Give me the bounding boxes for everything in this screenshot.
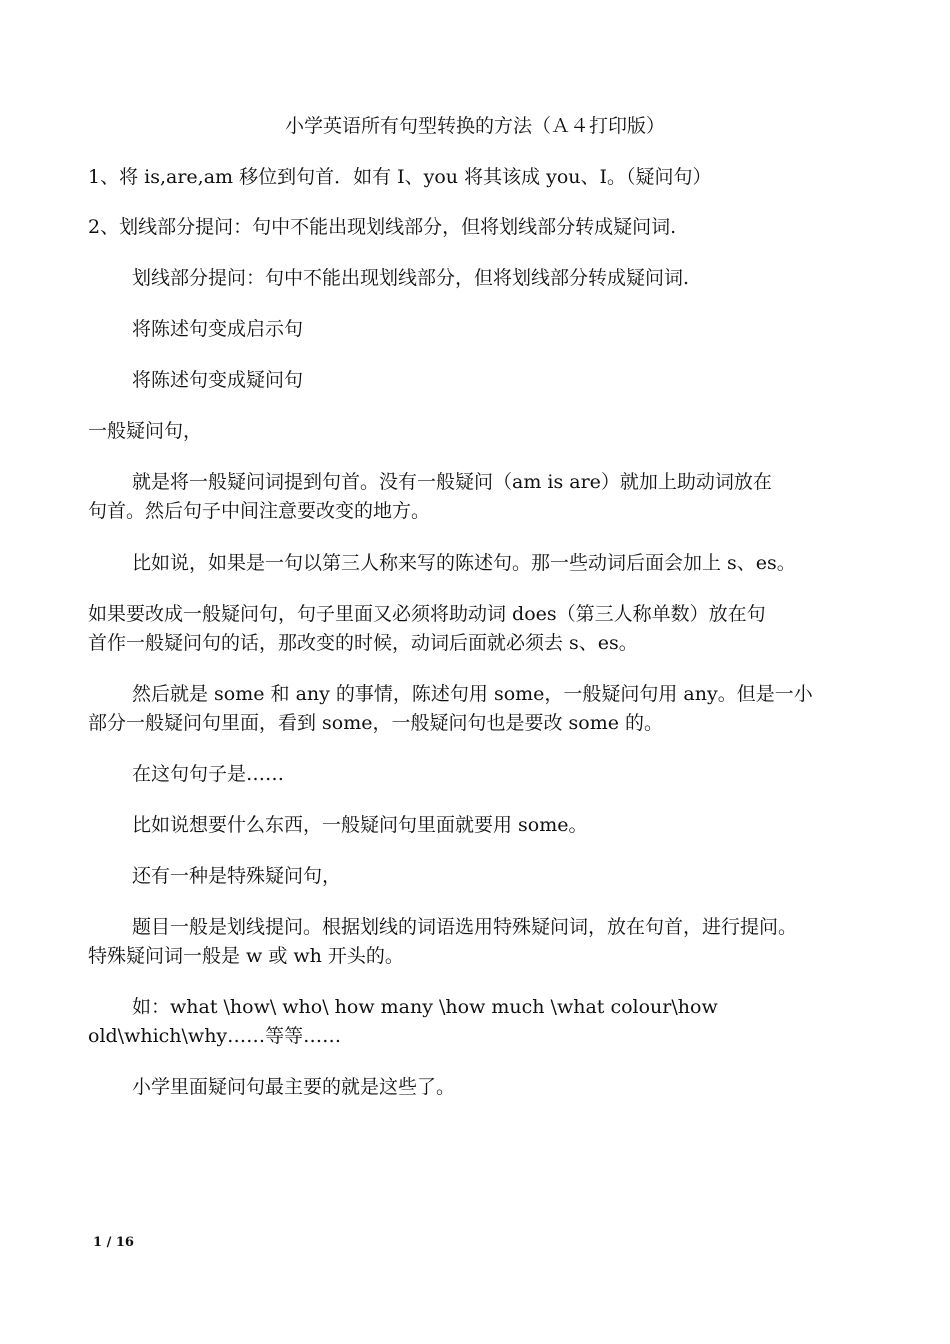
- paragraph-statement-to-imperative: 将陈述句变成启示句: [132, 318, 304, 340]
- text-line: 题目一般是划线提问。根据划线的词语选用特殊疑问词，放在句首，进行提问。: [132, 916, 798, 938]
- paragraph-want-something: 比如说想要什么东西，一般疑问句里面就要用 some。: [132, 814, 588, 836]
- document-title: 小学英语所有句型转换的方法（Ａ４打印版）: [284, 115, 665, 137]
- paragraph-summary: 小学里面疑问句最主要的就是这些了。: [132, 1076, 456, 1098]
- text-line: 就是将一般疑问词提到句首。没有一般疑问（am is are）就加上助动词放在: [132, 471, 772, 493]
- text-line: 句首。然后句子中间注意要改变的地方。: [88, 500, 431, 522]
- paragraph-underline-question: 划线部分提问：句中不能出现划线部分，但将划线部分转成疑问词.: [132, 267, 690, 289]
- page-number: 1 / 16: [93, 1235, 134, 1250]
- text-line: 部分一般疑问句里面，看到 some，一般疑问句也是要改 some 的。: [88, 712, 664, 734]
- text-line: 如果要改成一般疑问句，句子里面又必须将助动词 does（第三人称单数）放在句: [88, 603, 766, 625]
- paragraph-some-any: [88, 680, 888, 738]
- paragraph-third-person-example: 比如说，如果是一句以第三人称来写的陈述句。那一些动词后面会加上 s、es。: [132, 552, 796, 574]
- paragraph-special-question-heading: 还有一种是特殊疑问句，: [132, 865, 342, 887]
- paragraph-question-words: [88, 993, 888, 1051]
- paragraph-this-sentence: 在这句句子是……: [132, 763, 285, 785]
- text-line: 然后就是 some 和 any 的事情，陈述句用 some，一般疑问句用 any。但是一小: [132, 683, 813, 705]
- paragraph-general-question-explanation: [88, 468, 888, 526]
- text-line: 如：what \how\ who\ how many \how much \what colour\how: [132, 996, 718, 1018]
- paragraph-does-auxiliary: [88, 600, 888, 658]
- paragraph-statement-to-question: 将陈述句变成疑问句: [132, 369, 304, 391]
- text-line: 特殊疑问词一般是 w 或 wh 开头的。: [88, 945, 404, 967]
- paragraph-rule-2: 2、划线部分提问：句中不能出现划线部分，但将划线部分转成疑问词.: [88, 216, 677, 238]
- text-line: 首作一般疑问句的话，那改变的时候，动词后面就必须去 s、es。: [88, 632, 638, 654]
- text-line: old\which\why……等等……: [88, 1025, 342, 1047]
- paragraph-general-question-heading: 一般疑问句，: [88, 420, 203, 442]
- paragraph-special-question-explanation: [88, 913, 888, 971]
- paragraph-rule-1: 1、将 is,are,am 移位到句首．如有 I、you 将其该成 you、I。（疑问句）: [88, 166, 712, 188]
